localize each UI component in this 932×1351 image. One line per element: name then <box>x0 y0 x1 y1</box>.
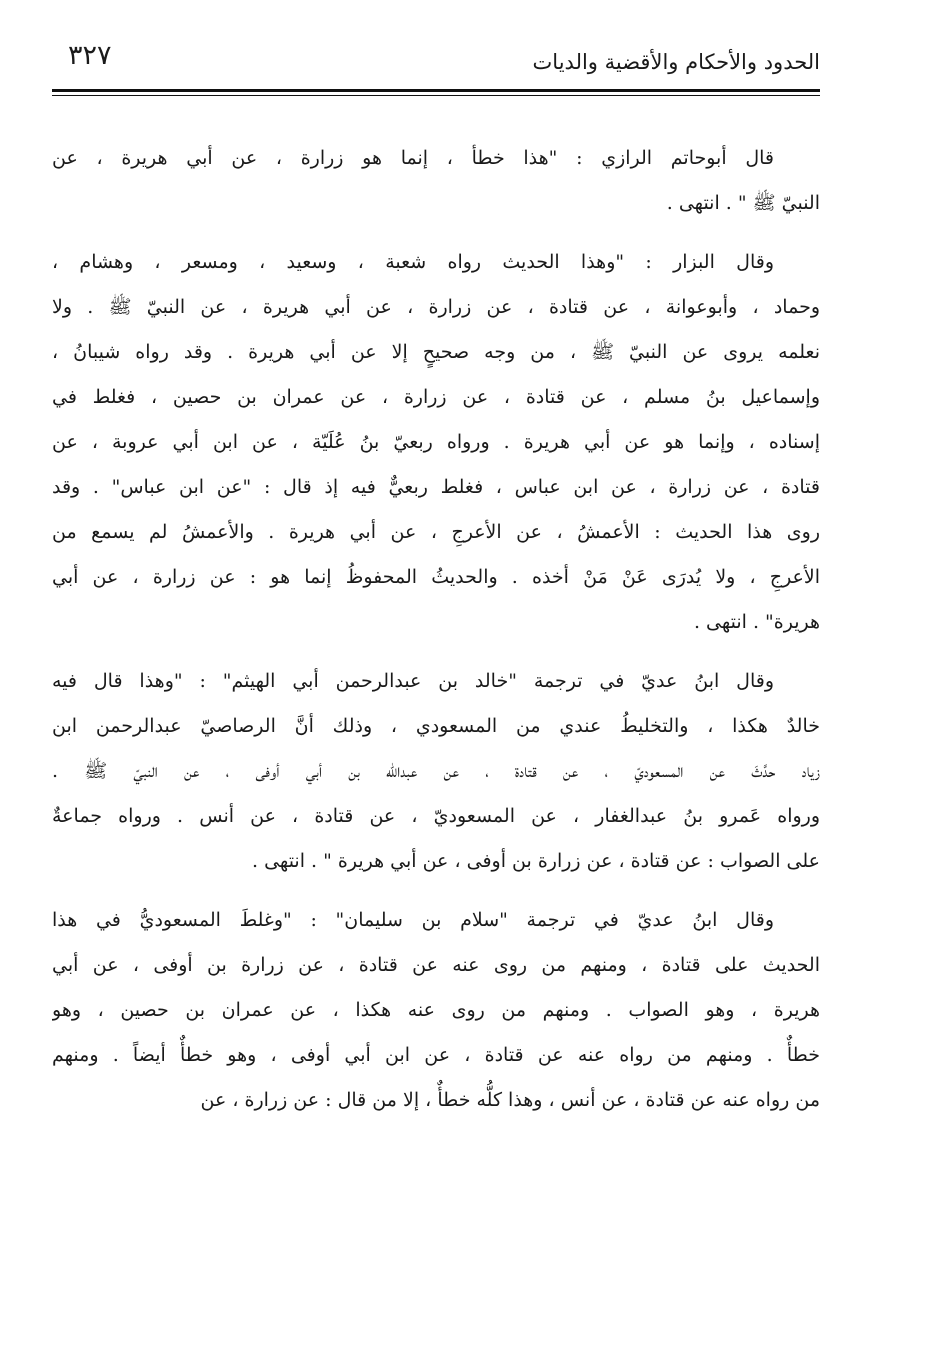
paragraph <box>52 659 820 884</box>
page-number: ٣٢٧ <box>68 40 112 71</box>
text-line: ورواه عَمرو بنُ عبدالغفار ، عن المسعوديّ ، عن قتادة ، عن أنس . ورواه جماعةٌ <box>52 805 820 827</box>
paragraph <box>52 240 820 645</box>
paragraph <box>52 898 820 1123</box>
text-line: الحديث على قتادة ، ومنهم من روى عنه عن قتادة ، عن زرارة بن أوفى ، عن أبي <box>52 954 820 976</box>
text-line: هريرة" . انتهى . <box>693 611 820 633</box>
text-line: وحماد ، وأبوعوانة ، عن قتادة ، عن زرارة ، عن أبي هريرة ، عن النبيّ ﷺ . ولا <box>52 296 820 318</box>
text-line: خالدٌ هكذا ، والتخليطُ عندي من المسعودي ، وذلك أنَّ الرصاصيّ عبدالرحمن ابن <box>52 715 820 737</box>
page-header <box>52 36 820 86</box>
text-line: نعلمه يروى عن النبيّ ﷺ ، من وجه صحيحٍ إلا عن أبي هريرة . وقد رواه شيبانُ ، <box>52 341 820 363</box>
text-line: زياد حدَّثَ عن المسعوديّ ، عن قتادة ، عن عبدالله بن أبي أوفى ، عن النبيّ ﷺ . <box>52 760 820 782</box>
running-title: الحدود والأحكام والأقضية والديات <box>532 50 820 74</box>
text-line: قال أبوحاتم الرازي : "هذا خطأ ، إنما هو زرارة ، عن أبي هريرة ، عن <box>52 147 774 169</box>
text-line: وقال ابنُ عديّ في ترجمة "سلام بن سليمان" : "وغلطَ المسعوديُّ في هذا <box>52 909 774 931</box>
text-line: خطأٌ . ومنهم من رواه عنه عن قتادة ، عن ابن أبي أوفى ، وهو خطأٌ أيضاً . ومنهم <box>52 1044 820 1066</box>
text-line: إسناده ، وإنما هو عن أبي هريرة . ورواه ربعيّ بنُ عُلَيّة ، عن ابن أبي عروبة ، عن <box>52 431 820 453</box>
header-rule-thin <box>52 95 820 96</box>
header-rule-thick <box>52 89 820 92</box>
text-line: النبيّ ﷺ " . انتهى . <box>666 192 820 214</box>
text-line: روى هذا الحديث : الأعمشُ ، عن الأعرجِ ، عن أبي هريرة . والأعمشُ لم يسمع من <box>52 521 820 543</box>
body-text <box>52 136 820 1137</box>
text-line: هريرة ، وهو الصواب . ومنهم من روى عنه هكذا ، عن عمران بن حصين ، وهو <box>52 999 820 1021</box>
text-line: على الصواب : عن قتادة ، عن زرارة بن أوفى ، عن أبي هريرة " . انتهى . <box>252 850 820 872</box>
text-line: وإسماعيل بنُ مسلم ، عن قتادة ، عن زرارة ، عن عمران بن حصين ، فغلط في <box>52 386 820 408</box>
text-line: وقال ابنُ عديّ في ترجمة "خالد بن عبدالرحمن أبي الهيثم" : "وهذا قال فيه <box>52 670 774 692</box>
text-line: وقال البزار : "وهذا الحديث رواه شعبة ، وسعيد ، ومسعر ، وهشام ، <box>52 251 774 273</box>
text-line: من رواه عنه عن قتادة ، عن أنس ، وهذا كلُّه خطأٌ ، إلا من قال : عن زرارة ، عن <box>200 1089 820 1111</box>
text-line: الأعرجِ ، ولا يُدرَى عَنْ مَنْ أخذه . والحديثُ المحفوظُ إنما هو : عن زرارة ، عن أبي <box>52 566 820 588</box>
paragraph <box>52 136 820 226</box>
text-line: قتادة ، عن زرارة ، عن ابن عباس ، فغلط ربعيٌّ فيه إذ قال : "عن ابن عباس" . وقد <box>52 476 820 498</box>
